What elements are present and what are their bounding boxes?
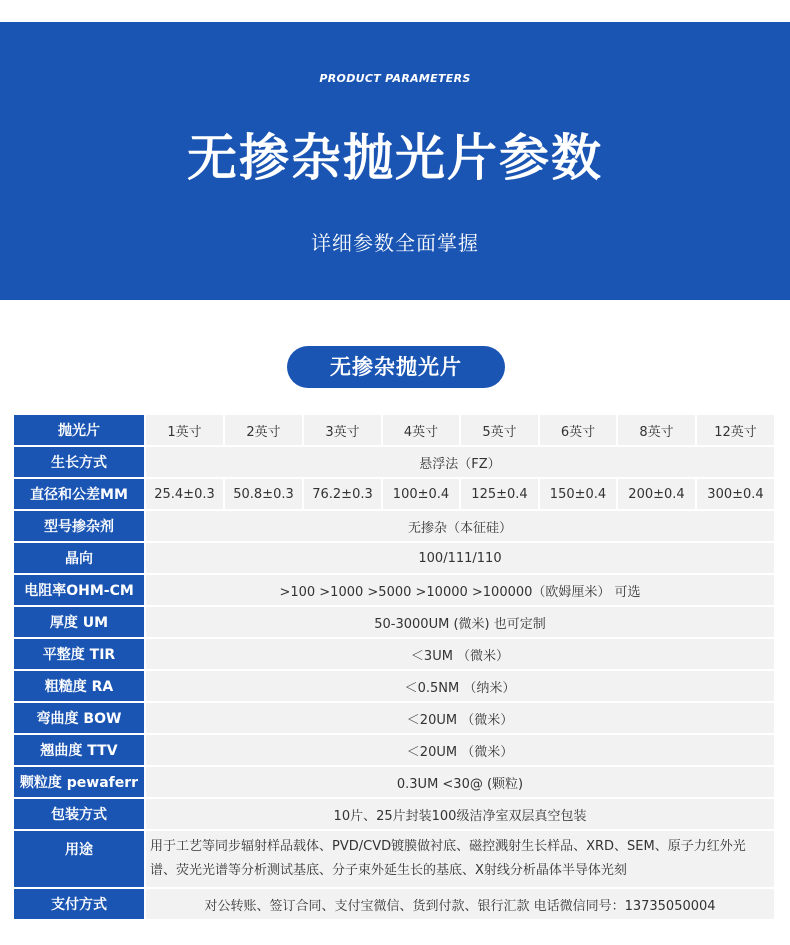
size-cell: 8英寸 [618, 415, 697, 447]
row-value-roughness: ＜0.5NM （纳米） [146, 671, 776, 703]
table-row-particle [14, 767, 776, 799]
table-row-ttv [14, 735, 776, 767]
diameter-cell: 300±0.4 [697, 479, 776, 511]
row-value-growth: 悬浮法（FZ） [146, 447, 776, 479]
hero-title: 无掺杂抛光片参数 [187, 129, 603, 187]
table-row-growth [14, 447, 776, 479]
table-row-dopant [14, 511, 776, 543]
table-row-flatness [14, 639, 776, 671]
diameter-cell: 125±0.4 [461, 479, 540, 511]
section-title-pill: 无掺杂抛光片 [287, 346, 505, 388]
diameter-cell: 100±0.4 [383, 479, 461, 511]
size-cell: 6英寸 [540, 415, 618, 447]
row-label-polished-wafer: 抛光片 [14, 415, 146, 447]
table-row-packaging [14, 799, 776, 831]
table-row-usage [14, 831, 776, 889]
size-cell: 4英寸 [383, 415, 461, 447]
row-value-usage: 用于工艺等同步辐射样品载体、PVD/CVD镀膜做衬底、磁控溅射生长样品、XRD、SEM、原子力红外光谱、荧光光谱等分析测试基底、分子束外延生长的基底、X射线分析晶体半导体光刻 [146, 831, 776, 889]
size-cell: 2英寸 [225, 415, 304, 447]
row-label-flatness: 平整度 TIR [14, 639, 146, 671]
row-label-payment: 支付方式 [14, 889, 146, 921]
row-label-resistivity: 电阻率OHM-CM [14, 575, 146, 607]
hero-subtitle: 详细参数全面掌握 [311, 231, 479, 255]
size-cell: 12英寸 [697, 415, 776, 447]
size-cell: 3英寸 [304, 415, 383, 447]
table-row-diameter [14, 479, 776, 511]
table-row-payment [14, 889, 776, 921]
table-row-bow [14, 703, 776, 735]
table-row-thickness [14, 607, 776, 639]
row-value-packaging: 10片、25片封装100级洁净室双层真空包装 [146, 799, 776, 831]
diameter-cell: 25.4±0.3 [146, 479, 225, 511]
row-label-diameter: 直径和公差MM [14, 479, 146, 511]
row-label-packaging: 包装方式 [14, 799, 146, 831]
row-label-bow: 弯曲度 BOW [14, 703, 146, 735]
row-value-bow: ＜20UM （微米） [146, 703, 776, 735]
diameter-cell: 76.2±0.3 [304, 479, 383, 511]
row-label-usage: 用途 [14, 831, 146, 889]
table-row-sizes [14, 415, 776, 447]
row-value-ttv: ＜20UM （微米） [146, 735, 776, 767]
row-value-payment: 对公转账、签订合同、支付宝微信、货到付款、银行汇款 电话微信同号：13735050004 [146, 889, 776, 921]
parameters-table [14, 415, 776, 921]
diameter-cell: 150±0.4 [540, 479, 618, 511]
row-label-thickness: 厚度 UM [14, 607, 146, 639]
diameter-cell: 200±0.4 [618, 479, 697, 511]
table-row-resistivity [14, 575, 776, 607]
row-value-orientation: 100/111/110 [146, 543, 776, 575]
hero-banner [0, 22, 790, 300]
row-value-flatness: ＜3UM （微米） [146, 639, 776, 671]
hero-english-caption: PRODUCT PARAMETERS [319, 72, 471, 85]
row-value-resistivity: >100 >1000 >5000 >10000 >100000（欧姆厘米） 可选 [146, 575, 776, 607]
size-cell: 1英寸 [146, 415, 225, 447]
diameter-cell: 50.8±0.3 [225, 479, 304, 511]
row-label-orientation: 晶向 [14, 543, 146, 575]
table-row-roughness [14, 671, 776, 703]
row-value-particle: 0.3UM <30@ (颗粒) [146, 767, 776, 799]
table-row-orientation [14, 543, 776, 575]
row-label-particle: 颗粒度 pewaferr [14, 767, 146, 799]
row-value-thickness: 50-3000UM (微米) 也可定制 [146, 607, 776, 639]
row-label-ttv: 翘曲度 TTV [14, 735, 146, 767]
row-label-roughness: 粗糙度 RA [14, 671, 146, 703]
row-value-dopant: 无掺杂（本征硅） [146, 511, 776, 543]
row-label-growth: 生长方式 [14, 447, 146, 479]
size-cell: 5英寸 [461, 415, 540, 447]
row-label-dopant: 型号掺杂剂 [14, 511, 146, 543]
